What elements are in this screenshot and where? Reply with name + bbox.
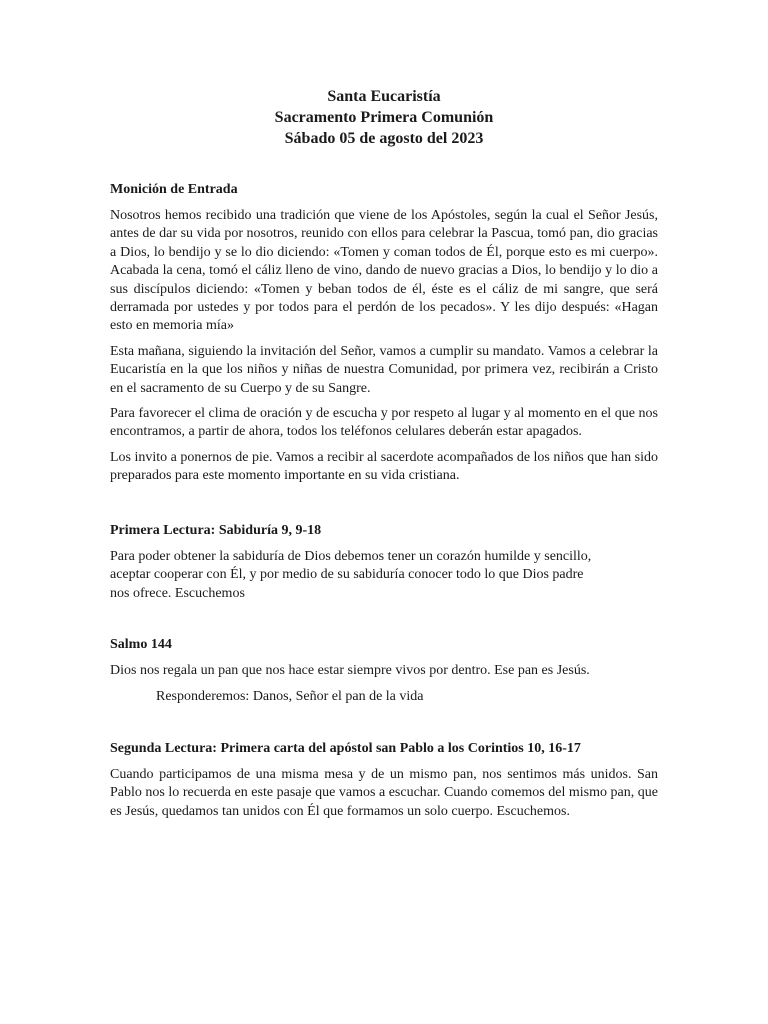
title-line-3: Sábado 05 de agosto del 2023 bbox=[284, 130, 484, 147]
paragraph-salmo: Dios nos regala un pan que nos hace estar siempre vivos por dentro. Ese pan es Jesús. bbox=[110, 662, 590, 678]
salmo-response: Responderemos: Danos, Señor el pan de la vida bbox=[156, 689, 424, 705]
title-line-1: Santa Eucaristía bbox=[327, 88, 441, 105]
paragraph-entrada-2: Esta mañana, siguiendo la invitación del Señor, vamos a cumplir su mandato. Vamos a celebrar la Eucaristía en la que los niños y niñas de nuestra Comunidad, por primera vez, recibirán a Cristo en el sacramento de su Cuerpo y de su Sangre. bbox=[110, 343, 658, 396]
heading-salmo: Salmo 144 bbox=[110, 636, 172, 652]
heading-primera-lectura: Primera Lectura: Sabiduría 9, 9-18 bbox=[110, 522, 322, 538]
paragraph-primera-line-1: Para poder obtener la sabiduría de Dios debemos tener un corazón humilde y sencillo, bbox=[110, 548, 592, 564]
paragraph-primera-lectura bbox=[110, 548, 658, 603]
document-title bbox=[110, 86, 658, 149]
heading-monicion-entrada: Monición de Entrada bbox=[110, 182, 238, 197]
document-page bbox=[110, 86, 658, 821]
heading-segunda-lectura: Segunda Lectura: Primera carta del apóstol san Pablo a los Corintios 10, 16-17 bbox=[110, 740, 581, 756]
paragraph-entrada-3: Para favorecer el clima de oración y de escucha y por respeto al lugar y al momento en el que nos encontramos, a partir de ahora, todos los teléfonos celulares deberán estar apagados. bbox=[110, 406, 658, 440]
paragraph-entrada-1: Nosotros hemos recibido una tradición que viene de los Apóstoles, según la cual el Señor Jesús, antes de dar su vida por nosotros, reunido con ellos para celebrar la Pascua, tomó pan, dio gracias a Dios, lo bendijo y se lo dio diciendo: «Tomen y coman todos de Él, porque esto es mi cuerpo». Acabada la cena, tomó el cáliz lleno de vino, dando de nuevo gracias a Dios, lo bendijo y lo dio a sus discípulos diciendo: «Tomen y beban todos de él, éste es el cáliz de mi sangre, que será derramada por ustedes y por todos para el perdón de los pecados». Y les dijo después: «Hagan esto en memoria mía» bbox=[110, 208, 658, 334]
paragraph-primera-line-3: nos ofrece. Escuchemos bbox=[110, 585, 245, 601]
paragraph-primera-line-2: aceptar cooperar con Él, y por medio de su sabiduría conocer todo lo que Dios padre bbox=[110, 567, 584, 583]
paragraph-segunda-lectura: Cuando participamos de una misma mesa y de un mismo pan, nos sentimos más unidos. San Pablo nos lo recuerda en este pasaje que vamos a escuchar. Cuando comemos del mismo pan, que es Jesús, quedamos tan unidos con Él que formamos un solo cuerpo. Escuchemos. bbox=[110, 766, 658, 819]
title-line-2: Sacramento Primera Comunión bbox=[274, 109, 494, 126]
paragraph-entrada-4: Los invito a ponernos de pie. Vamos a recibir al sacerdote acompañados de los niños que han sido preparados para este momento importante en su vida cristiana. bbox=[110, 449, 658, 484]
